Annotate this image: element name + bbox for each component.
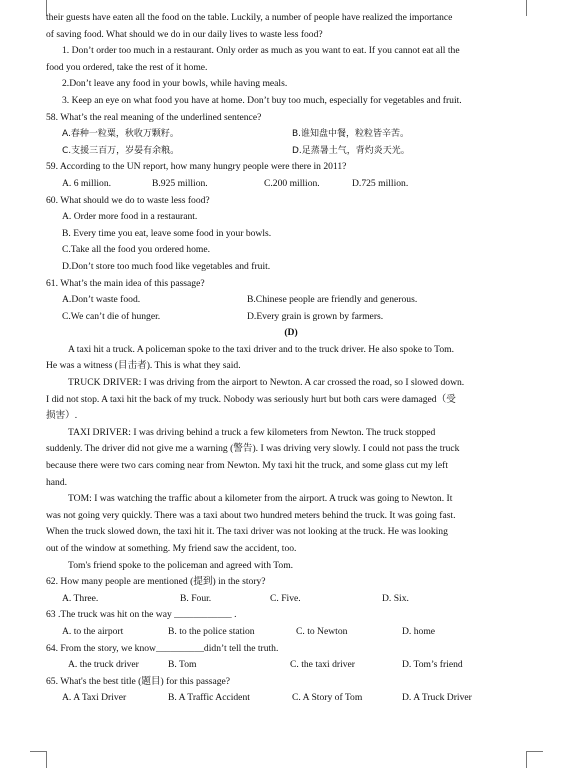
option-a[interactable]: A.Don’t waste food. <box>62 294 141 306</box>
passage-d <box>46 342 536 574</box>
question-59 <box>46 159 536 192</box>
option-a[interactable]: A. Order more food in a restaurant. <box>62 211 198 223</box>
paragraph-line: I did not stop. A taxi hit the back of my truck. Nobody was seriously hurt but both cars were damaged（受 <box>46 393 456 405</box>
option-c[interactable]: C. the taxi driver <box>290 659 356 671</box>
option-a[interactable]: A.春种一粒粟，秋收万颗籽。 <box>62 129 179 140</box>
paragraph-line: because there were two cars coming near from Newton. My taxi hit the truck, and some glass cut my left <box>46 460 449 472</box>
option-d[interactable]: D. home <box>402 625 436 637</box>
option-b[interactable]: B. Every time you eat, leave some food in your bowls. <box>62 227 272 239</box>
paragraph-line: Tom's friend spoke to the policeman and agreed with Tom. <box>68 559 294 571</box>
option-d[interactable]: D. Tom’s friend <box>402 659 463 671</box>
question-stem: 61. What’s the main idea of this passage? <box>46 277 205 289</box>
question-stem: 59. According to the UN report, how many hungry people were there in 2011? <box>46 161 347 173</box>
option-a[interactable]: A. the truck driver <box>68 659 139 671</box>
paragraph-line: A taxi hit a truck. A policeman spoke to the taxi driver and to the truck driver. He also spoke to Tom. <box>68 343 455 355</box>
option-d[interactable]: D.Don’t store too much food like vegetables and fruit. <box>62 260 271 272</box>
option-b[interactable]: B.925 million. <box>152 177 208 189</box>
question-60 <box>46 193 536 276</box>
option-c[interactable]: C. Five. <box>270 592 301 604</box>
exam-page <box>46 10 536 707</box>
crop-mark-bottom-right <box>526 751 543 768</box>
option-d[interactable]: D.Every grain is grown by farmers. <box>247 310 384 322</box>
question-stem: 62. How many people are mentioned (提到) in the story? <box>46 576 266 588</box>
question-stem: 60. What should we do to waste less food? <box>46 194 210 206</box>
paragraph-line: suddenly. The driver did not give me a warning (警告). I was driving very slowly. I could not pass the truck <box>46 443 460 455</box>
option-b[interactable]: B.谁知盘中餐，粒粒皆辛苦。 <box>292 129 410 140</box>
passage-c-line: 3. Keep an eye on what food you have at home. Don’t buy too much, especially for vegetables and fruit. <box>62 94 462 106</box>
option-b[interactable]: B.Chinese people are friendly and generous. <box>247 294 418 306</box>
option-c[interactable]: C.We can’t die of hunger. <box>62 310 161 322</box>
passage-c-line: food you ordered, take the rest of it home. <box>46 61 208 73</box>
question-65 <box>46 674 536 707</box>
option-d[interactable]: D. Six. <box>382 592 409 604</box>
option-b[interactable]: B. Four. <box>180 592 212 604</box>
paragraph-line: TRUCK DRIVER: I was driving from the airport to Newton. A car crossed the road, so I slowed down. <box>68 377 465 389</box>
passage-c-line: their guests have eaten all the food on the table. Luckily, a number of people have realized the importance <box>46 12 453 23</box>
question-stem: 65. What's the best title (题目) for this passage? <box>46 675 231 687</box>
question-58 <box>46 110 536 160</box>
paragraph-line: TOM: I was watching the traffic about a kilometer from the airport. A truck was going to Newton. It <box>68 493 453 505</box>
section-heading: (D) <box>284 327 298 339</box>
question-stem: 64. From the story, we know__________didn’t tell the truth. <box>46 642 279 654</box>
crop-mark-bottom-left <box>30 751 47 768</box>
question-stem: 63 .The truck was hit on the way ____________ . <box>46 609 237 621</box>
question-63 <box>46 607 536 640</box>
paragraph-line: When the truck slowed down, the taxi hit it. The taxi driver was not looking at the truck. He was looking <box>46 526 448 538</box>
option-a[interactable]: A. A Taxi Driver <box>62 692 127 704</box>
option-c[interactable]: C.200 million. <box>264 177 320 189</box>
option-c[interactable]: C. to Newton <box>296 625 348 637</box>
paragraph-line: TAXI DRIVER: I was driving behind a truck a few kilometers from Newton. The truck stopped <box>68 426 436 438</box>
crop-mark-top-left <box>30 0 47 16</box>
option-a[interactable]: A. Three. <box>62 592 99 604</box>
passage-c-line: of saving food. What should we do in our daily lives to waste less food? <box>46 28 323 40</box>
option-a[interactable]: A. 6 million. <box>62 177 112 189</box>
option-b[interactable]: B. A Traffic Accident <box>168 692 250 704</box>
option-c[interactable]: C.Take all the food you ordered home. <box>62 244 210 256</box>
question-stem: 58. What’s the real meaning of the underlined sentence? <box>46 111 262 123</box>
paragraph-line: 损害）. <box>46 410 78 422</box>
option-d[interactable]: D.725 million. <box>352 177 409 189</box>
question-64 <box>46 641 536 674</box>
option-c[interactable]: C. A Story of Tom <box>292 692 363 704</box>
passage-c-line: 1. Don’t order too much in a restaurant. Only order as much as you want to eat. If you cannot eat all the <box>62 45 460 57</box>
paragraph-line: He was a witness (目击者). This is what they said. <box>46 360 241 372</box>
option-a[interactable]: A. to the airport <box>62 625 124 637</box>
passage-c-line: 2.Don’t leave any food in your bowls, while having meals. <box>62 78 288 90</box>
option-b[interactable]: B. Tom <box>168 659 197 671</box>
option-c[interactable]: C.支援三百万，岁晏有余粮。 <box>62 145 180 156</box>
question-61 <box>46 276 536 326</box>
paragraph-line: hand. <box>46 476 68 488</box>
question-62 <box>46 574 536 607</box>
option-d[interactable]: D. A Truck Driver <box>402 692 472 704</box>
paragraph-line: out of the window at something. My friend saw the accident, too. <box>46 543 297 554</box>
paragraph-line: was not going very quickly. There was a taxi about two hundred meters behind the truck. It was going fast. <box>46 509 456 521</box>
option-b[interactable]: B. to the police station <box>168 625 255 637</box>
option-d[interactable]: D.足蒸暑土气，背灼炎天光。 <box>292 145 410 156</box>
